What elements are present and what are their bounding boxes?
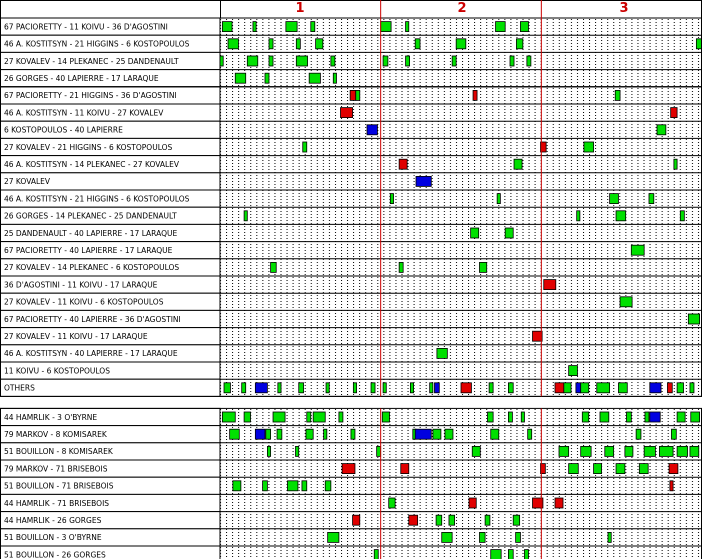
shift-bar-green: [445, 429, 453, 439]
shift-bar-green: [296, 446, 299, 456]
table-row: [1, 494, 221, 511]
row-label: 44 HAMRLIK - 71 BRISEBOIS: [4, 498, 110, 508]
shift-bar-green: [639, 464, 648, 474]
shift-bar-green: [296, 39, 300, 49]
shift-bar-green: [513, 515, 519, 525]
shift-bar-green: [452, 56, 456, 66]
shift-bar-green: [233, 481, 241, 491]
table-row: [1, 512, 221, 529]
shift-bar-blue: [367, 125, 377, 135]
row-label: 79 MARKOV - 71 BRISEBOIS: [4, 464, 108, 474]
shift-bar-green: [491, 429, 499, 439]
shift-bar-green: [631, 245, 644, 255]
row-label: 27 KOVALEV - 21 HIGGINS - 6 KOSTOPOULOS: [4, 142, 173, 152]
shift-bar-green: [271, 262, 277, 272]
shift-bar-green: [333, 73, 336, 83]
shift-bar-green: [353, 383, 356, 393]
shift-bar-red: [544, 280, 556, 290]
shift-bar-green: [488, 412, 494, 422]
shift-bar-green: [278, 383, 281, 393]
shift-bar-green: [577, 211, 580, 221]
table-row: [1, 426, 221, 443]
table-row: [1, 477, 221, 494]
table-row: [1, 276, 221, 293]
shift-bar-green: [491, 550, 501, 559]
shift-bar-green: [224, 383, 230, 393]
table-row: [1, 87, 221, 104]
shift-bar-green: [313, 412, 325, 422]
shift-bar-green: [594, 464, 602, 474]
table-row: [1, 207, 221, 224]
row-label: 44 HAMRLIK - 3 O'BYRNE: [4, 412, 98, 422]
period-3-label: 3: [619, 1, 629, 16]
shift-bar-green: [674, 159, 677, 169]
shift-bar-green: [559, 446, 569, 456]
shift-bar-red: [350, 90, 356, 100]
table-row: [1, 362, 221, 379]
shift-bar-green: [527, 56, 531, 66]
shift-bar-green: [325, 481, 331, 491]
shift-bar-red: [461, 383, 471, 393]
shift-bar-green: [608, 532, 611, 542]
shift-bar-green: [247, 56, 257, 66]
row-label: 51 BOUILLON - 26 GORGES: [4, 550, 106, 559]
table-row: [1, 138, 221, 155]
shift-bar-green: [688, 314, 699, 324]
table-row: [1, 259, 221, 276]
shift-bar-green: [616, 211, 626, 221]
shift-bar-green: [399, 262, 403, 272]
shift-bar-green: [356, 90, 360, 100]
shift-bar-green: [644, 446, 655, 456]
shift-bar-green: [471, 228, 479, 238]
shift-bar-green: [383, 56, 388, 66]
shift-bar-green: [625, 446, 633, 456]
table-row: [1, 35, 221, 52]
shift-bar-green: [569, 464, 579, 474]
row-label: 46 A. KOSTITSYN - 21 HIGGINS - 6 KOSTOPOULOS: [4, 39, 190, 49]
row-label: 51 BOUILLON - 3 O'BYRNE: [4, 533, 102, 543]
shift-bar-blue: [650, 383, 661, 393]
shift-bar-green: [584, 142, 594, 152]
shift-bar-red: [667, 383, 672, 393]
shift-bar-green: [564, 383, 571, 393]
rows: [1, 18, 221, 559]
shift-bar-green: [508, 550, 513, 559]
shift-bar-blue: [255, 429, 265, 439]
shift-bar-red: [669, 464, 678, 474]
shift-bar-green: [615, 90, 620, 100]
shift-bar-green: [436, 515, 442, 525]
table-row: [1, 121, 221, 138]
row-label: OTHERS: [4, 383, 35, 393]
table-row: [1, 408, 221, 425]
shift-bar-green: [479, 262, 486, 272]
shift-bar-green: [377, 446, 381, 456]
shift-bar-green: [326, 383, 329, 393]
row-label: 26 GORGES - 40 LAPIERRE - 17 LARAQUE: [4, 74, 159, 83]
shift-bar-red: [469, 498, 476, 508]
shift-bar-green: [510, 56, 514, 66]
shift-bar-red: [555, 383, 564, 393]
shift-bar-green: [680, 211, 684, 221]
table-row: [1, 379, 221, 396]
shift-bar-green: [521, 412, 524, 422]
shift-bar-green: [220, 56, 223, 66]
row-label: 26 GORGES - 14 PLEKANEC - 25 DANDENAULT: [4, 211, 177, 221]
row-label: 46 A. KOSTITSYN - 14 PLEKANEC - 27 KOVALEV: [4, 160, 180, 169]
shift-bar-green: [307, 412, 311, 422]
row-label: 27 KOVALEV: [4, 177, 51, 187]
row-label: 67 PACIORETTY - 11 KOIVU - 36 D'AGOSTINI: [4, 22, 168, 32]
shift-bar-green: [324, 429, 327, 439]
shift-bar-green: [230, 429, 240, 439]
shift-bar-green: [618, 383, 627, 393]
shift-bar-green: [597, 383, 610, 393]
shift-bar-green: [581, 446, 591, 456]
table-row: [1, 52, 221, 69]
shift-bar-red: [342, 464, 355, 474]
shift-bar-green: [456, 39, 466, 49]
shift-bar-green: [636, 429, 641, 439]
shift-bar-red: [401, 464, 409, 474]
shift-bar-green: [266, 429, 271, 439]
shift-bar-green: [505, 228, 513, 238]
shift-bar-green: [677, 383, 683, 393]
shift-bar-blue: [434, 383, 439, 393]
shift-bar-blue: [576, 383, 581, 393]
period-1-label: 1: [295, 1, 305, 16]
shift-bar-red: [671, 108, 677, 118]
shift-bar-green: [690, 446, 699, 456]
table-row: [1, 293, 221, 310]
shift-bar-green: [222, 412, 235, 422]
table-row: [1, 190, 221, 207]
shift-bar-green: [582, 412, 588, 422]
shift-bar-green: [449, 515, 455, 525]
shift-bar-green: [242, 383, 246, 393]
shift-bar-green: [508, 412, 512, 422]
shift-bar-green: [287, 481, 297, 491]
period-2-label: 2: [457, 1, 467, 16]
row-label: 67 PACIORETTY - 40 LAPIERRE - 36 D'AGOSTINI: [4, 314, 181, 324]
table-row: [1, 546, 221, 559]
row-label: 36 D'AGOSTINI - 11 KOIVU - 17 LARAQUE: [4, 280, 158, 290]
shift-bar-green: [374, 550, 378, 559]
table-row: [1, 443, 221, 460]
shift-bar-green: [381, 22, 391, 32]
row-label: 27 KOVALEV - 14 PLEKANEC - 6 KOSTOPOULOS: [4, 263, 180, 273]
shift-bar-green: [410, 383, 413, 393]
shift-bar-red: [409, 515, 418, 525]
shift-bar-green: [514, 159, 522, 169]
shift-bar-green: [351, 429, 355, 439]
shift-bar-green: [228, 39, 238, 49]
shift-bar-green: [244, 412, 250, 422]
table-row: [1, 242, 221, 259]
row-label: 67 PACIORETTY - 40 LAPIERRE - 17 LARAQUE: [4, 246, 173, 255]
shift-bar-green: [528, 429, 532, 439]
shift-bar-green: [383, 383, 386, 393]
shift-bar-blue: [650, 412, 660, 422]
shift-bar-green: [267, 446, 270, 456]
shift-bar-green: [263, 481, 268, 491]
shift-bar-green: [610, 194, 619, 204]
shift-bar-green: [496, 22, 506, 32]
shift-bar-red: [670, 481, 673, 491]
shift-bar-green: [311, 22, 315, 32]
shift-bar-green: [273, 412, 285, 422]
shift-bar-green: [306, 429, 313, 439]
shift-bar-green: [485, 515, 490, 525]
shift-bar-green: [645, 412, 649, 422]
shift-bar-green: [600, 412, 609, 422]
header-box: [1, 1, 702, 19]
row-label: 11 KOIVU - 6 KOSTOPOULOS: [4, 366, 110, 376]
table-row: [1, 224, 221, 241]
shift-bar-green: [581, 383, 589, 393]
shift-bar-green: [616, 464, 625, 474]
shift-bar-green: [659, 446, 673, 456]
table-row: [1, 310, 221, 327]
shift-bar-green: [626, 412, 631, 422]
shift-bar-green: [437, 348, 447, 358]
row-label: 6 KOSTOPOULOS - 40 LAPIERRE: [4, 125, 123, 135]
shift-bar-green: [690, 383, 694, 393]
shift-bar-red: [555, 498, 563, 508]
shift-bar-green: [265, 73, 269, 83]
shift-bar-green: [649, 194, 654, 204]
shift-bar-green: [244, 211, 247, 221]
shift-bar-red: [341, 108, 353, 118]
table-row: [1, 345, 221, 362]
row-label: 46 A. KOSTITSYN - 21 HIGGINS - 6 KOSTOPOULOS: [4, 194, 190, 204]
shift-bar-green: [316, 39, 323, 49]
shift-bar-green: [302, 481, 307, 491]
shift-bar-green: [269, 39, 273, 49]
shift-bar-green: [406, 56, 410, 66]
shift-bar-green: [277, 429, 282, 439]
shift-bar-green: [605, 446, 614, 456]
table-row: [1, 104, 221, 121]
shift-bar-green: [497, 194, 500, 204]
table-row: [1, 70, 221, 87]
shift-bar-green: [479, 532, 485, 542]
row-label: 67 PACIORETTY - 21 HIGGINS - 36 D'AGOSTINI: [4, 91, 177, 101]
table-row: [1, 156, 221, 173]
row-label: 27 KOVALEV - 11 KOIVU - 6 KOSTOPOULOS: [4, 297, 164, 307]
shift-bar-red: [532, 331, 542, 341]
shift-bar-green: [299, 383, 304, 393]
table-row: [1, 328, 221, 345]
row-label: 51 BOUILLON - 8 KOMISAREK: [4, 447, 113, 457]
shift-bar-blue: [415, 429, 431, 439]
shift-bar-green: [677, 446, 687, 456]
shift-bar-green: [286, 22, 297, 32]
shift-bar-green: [269, 56, 273, 66]
shift-bar-green: [433, 429, 441, 439]
shift-bar-green: [516, 532, 521, 542]
shift-bar-green: [442, 532, 452, 542]
shift-bar-green: [296, 56, 307, 66]
table-row: [1, 460, 221, 477]
shift-bar-green: [489, 383, 493, 393]
shift-bar-green: [235, 73, 245, 83]
shift-bar-green: [222, 22, 232, 32]
shift-bar-green: [657, 125, 666, 135]
shift-bar-green: [406, 22, 409, 32]
table-row: [1, 173, 221, 190]
table-row: [1, 529, 221, 546]
shift-bar-green: [516, 39, 522, 49]
shift-bar-green: [677, 412, 685, 422]
shift-bar-green: [472, 446, 480, 456]
shift-bar-green: [520, 22, 528, 32]
shift-bar-blue: [255, 383, 267, 393]
shift-bar-green: [508, 383, 513, 393]
row-label: 51 BOUILLON - 71 BRISEBOIS: [4, 481, 114, 491]
shift-bar-green: [309, 73, 320, 83]
row-label: 27 KOVALEV - 14 PLEKANEC - 25 DANDENAULT: [4, 56, 179, 66]
shift-bar-green: [253, 22, 256, 32]
shift-bar-green: [671, 429, 676, 439]
shift-bar-green: [328, 532, 339, 542]
period-header: [295, 1, 628, 16]
shift-bar-green: [430, 383, 433, 393]
row-label: 27 KOVALEV - 11 KOIVU - 17 LARAQUE: [4, 332, 148, 341]
shift-bar-blue: [416, 176, 431, 186]
shift-bar-green: [390, 194, 393, 204]
row-label: 25 DANDENAULT - 40 LAPIERRE - 17 LARAQUE: [4, 228, 178, 238]
shift-bar-green: [691, 412, 700, 422]
shift-bar-green: [415, 39, 420, 49]
shift-bar-green: [339, 412, 343, 422]
shift-bar-green: [620, 297, 632, 307]
shift-bar-green: [569, 366, 578, 376]
row-label: 46 A. KOSTITSYN - 40 LAPIERRE - 17 LARAQUE: [4, 349, 178, 359]
shift-bar-green: [389, 498, 395, 508]
row-label: 46 A. KOSTITSYN - 11 KOIVU - 27 KOVALEV: [4, 108, 164, 118]
shift-bar-green: [303, 142, 307, 152]
shift-bar-red: [399, 159, 407, 169]
table-row: [1, 18, 221, 35]
shift-bar-red: [353, 515, 360, 525]
shift-bar-green: [524, 550, 528, 559]
row-label: 44 HAMRLIK - 26 GORGES: [4, 516, 102, 525]
shift-bar-green: [382, 412, 389, 422]
shift-bar-red: [473, 90, 477, 100]
shift-bar-green: [331, 56, 335, 66]
shift-bar-green: [371, 383, 375, 393]
row-label: 79 MARKOV - 8 KOMISAREK: [4, 430, 107, 439]
